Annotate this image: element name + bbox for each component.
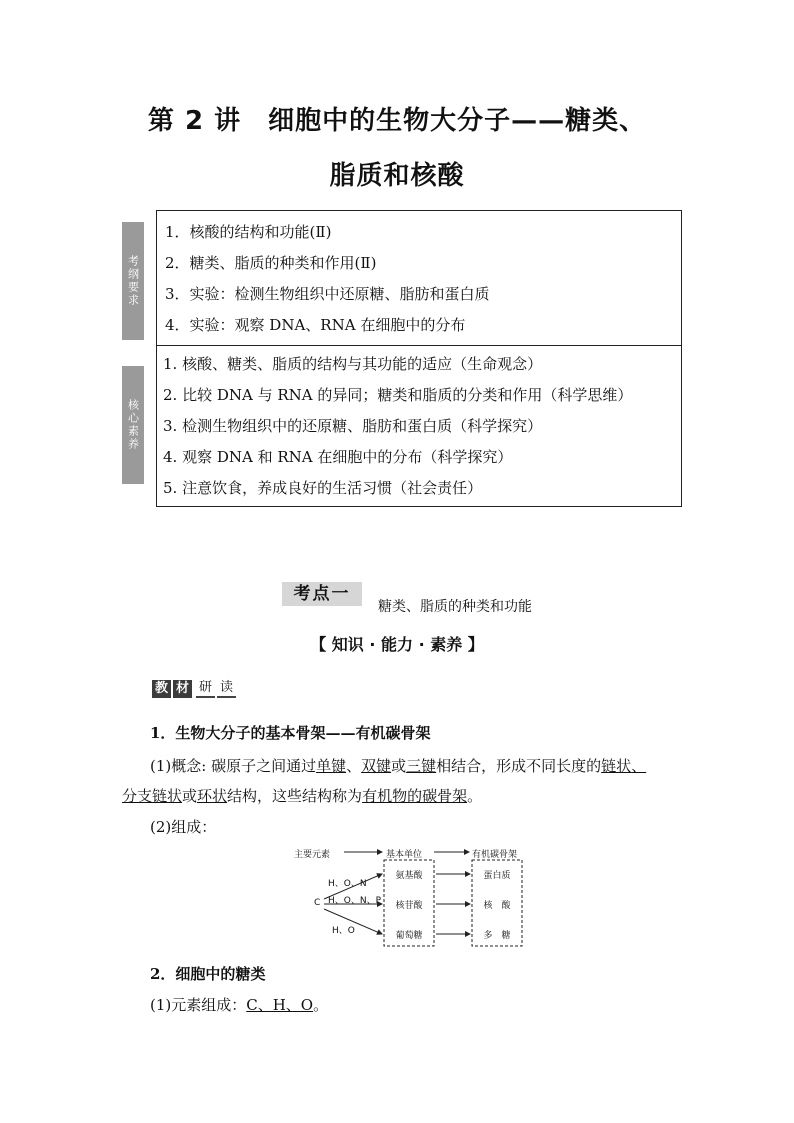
diagram-macro-polysaccharide: 多 糖 xyxy=(483,931,511,941)
text-run: 。 xyxy=(313,996,329,1014)
answer-chain: 链状 xyxy=(601,757,632,775)
exam-item-4: 4．实验：观察 DNA、RNA 在细胞中的分布 xyxy=(165,316,466,334)
text-run: 相结合，形成不同长度的 xyxy=(436,757,602,775)
answer-single-bond: 单键 xyxy=(316,757,347,775)
diagram-macro-protein: 蛋白质 xyxy=(483,871,511,881)
diagram-header-skeleton: 有机碳骨架 xyxy=(472,850,518,860)
section1-paragraph-1 xyxy=(150,755,646,776)
read-tag-char-1: 教 xyxy=(152,680,171,698)
kaodian-title: 糖类、脂质的种类和功能 xyxy=(378,599,532,615)
core-item-4: 4. 观察 DNA 和 RNA 在细胞中的分布（科学探究） xyxy=(163,448,513,466)
section2-heading: 2．细胞中的糖类 xyxy=(150,965,266,983)
read-tag-char-2: 材 xyxy=(173,680,192,698)
text-run: 。 xyxy=(467,787,483,805)
answer-double-bond: 双键 xyxy=(361,757,392,775)
text-run: 或 xyxy=(182,787,198,805)
exam-item-1: 1．核酸的结构和功能(Ⅱ) xyxy=(165,223,332,241)
section1-paragraph-1-cont xyxy=(122,785,482,806)
diagram-unit-nucleotide: 核苷酸 xyxy=(395,901,423,911)
diagram-macro-nucleic-acid: 核 酸 xyxy=(483,901,511,911)
diagram-elements-1: H、O、N xyxy=(328,879,367,889)
answer-triple-bond: 三键 xyxy=(406,757,437,775)
read-tag-char-4: 读 xyxy=(217,680,236,698)
diagram-elements-3: H、O xyxy=(332,926,355,936)
read-tag-char-3: 研 xyxy=(196,680,215,698)
core-item-1: 1. 核酸、糖类、脂质的结构与其功能的适应（生命观念） xyxy=(163,355,543,373)
diagram-unit-glucose: 葡萄糖 xyxy=(395,931,423,941)
requirements-table xyxy=(156,210,682,507)
text-run: (1)元素组成： xyxy=(150,996,247,1014)
core-item-3: 3. 检测生物组织中的还原糖、脂肪和蛋白质（科学探究） xyxy=(163,417,543,435)
core-literacy-tag: 核心素养 xyxy=(122,366,144,484)
diagram-header-elements: 主要元素 xyxy=(294,850,331,860)
text-run: 或 xyxy=(391,757,407,775)
core-item-5: 5. 注意饮食，养成良好的生活习惯（社会责任） xyxy=(163,479,483,497)
carbon-skeleton-diagram xyxy=(294,844,534,950)
kaodian-label: 考点一 xyxy=(282,582,362,606)
text-run: (1)概念: 碳原子之间通过 xyxy=(150,757,317,775)
diagram-elements-2: H、O、N、P xyxy=(328,896,382,906)
answer-branched-chain: 分支链状 xyxy=(122,787,183,805)
diagram-carbon: C xyxy=(314,898,321,908)
text-run: 、 xyxy=(346,757,362,775)
answer-ring: 环状 xyxy=(197,787,228,805)
page-title-line1: 第 2 讲 细胞中的生物大分子——糖类、 xyxy=(147,106,647,136)
textbook-reading-tag xyxy=(152,678,236,700)
answer-carbon-skeleton: 有机物的碳骨架 xyxy=(362,787,468,805)
section1-paragraph-2: (2)组成： xyxy=(150,818,217,836)
diagram-header-units: 基本单位 xyxy=(386,850,423,860)
section2-paragraph-1 xyxy=(150,994,328,1015)
diagram-unit-amino-acid: 氨基酸 xyxy=(395,871,423,881)
page-title-line2: 脂质和核酸 xyxy=(329,161,465,191)
exam-requirements-box xyxy=(157,211,681,346)
core-literacy-box xyxy=(157,346,681,506)
section-banner: 【 知识 · 能力 · 素养 】 xyxy=(310,635,484,654)
text-run: 、 xyxy=(631,757,647,775)
core-item-2: 2. 比较 DNA 与 RNA 的异同；糖类和脂质的分类和作用（科学思维） xyxy=(163,386,633,404)
section1-heading: 1．生物大分子的基本骨架——有机碳骨架 xyxy=(150,724,431,742)
exam-requirements-tag: 考纲要求 xyxy=(122,222,144,340)
exam-item-2: 2．糖类、脂质的种类和作用(Ⅱ) xyxy=(165,254,377,272)
answer-elements: C、H、O xyxy=(246,996,314,1014)
text-run: 结构，这些结构称为 xyxy=(227,787,363,805)
exam-item-3: 3．实验：检测生物组织中还原糖、脂肪和蛋白质 xyxy=(165,285,490,303)
